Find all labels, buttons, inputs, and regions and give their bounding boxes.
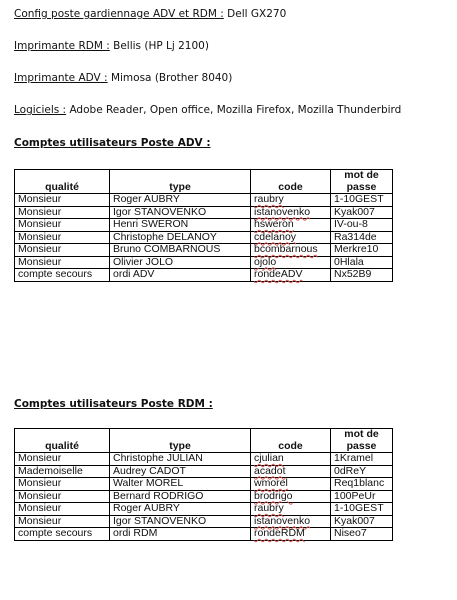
cell-password: IV-ou-8 (331, 219, 393, 232)
cell-password: Merkre10 (331, 244, 393, 257)
adv-section-title (14, 137, 211, 149)
cell-code: cdelanoy (251, 231, 331, 244)
col-type: type (110, 170, 251, 194)
col-qualite: qualité (15, 429, 110, 453)
printer-adv-value: Mimosa (Brother 8040) (110, 72, 233, 84)
printer-rdm-value: Bellis (HP Lj 2100) (113, 40, 209, 52)
cell-qualite: Monsieur (15, 244, 110, 257)
printer-adv-label: Imprimante ADV : (14, 72, 108, 84)
cell-password: 1Kramel (331, 453, 393, 466)
cell-password: Kyak007 (331, 206, 393, 219)
table-row (15, 206, 393, 219)
adv-accounts-table (14, 169, 393, 282)
cell-type: Igor STANOVENKO (110, 206, 251, 219)
table-row (15, 465, 393, 478)
cell-password: Kyak007 (331, 515, 393, 528)
cell-qualite: Mademoiselle (15, 465, 110, 478)
cell-qualite: Monsieur (15, 219, 110, 232)
adv-header-row (15, 170, 393, 194)
col-mot-de-passe: mot de passe (331, 429, 393, 453)
table-row (15, 244, 393, 257)
cell-code: rondeRDM (251, 528, 331, 541)
table-row (15, 515, 393, 528)
cell-type: Igor STANOVENKO (110, 515, 251, 528)
cell-type: Audrey CADOT (110, 465, 251, 478)
cell-qualite: Monsieur (15, 503, 110, 516)
cell-type: Walter MOREL (110, 478, 251, 491)
cell-qualite: compte secours (15, 528, 110, 541)
software-line (14, 104, 401, 116)
table-row (15, 478, 393, 491)
cell-type: Henri SWERON (110, 219, 251, 232)
config-value: Dell GX270 (227, 8, 287, 20)
software-value: Adobe Reader, Open office, Mozilla Firefox, Mozilla Thunderbird (69, 104, 402, 116)
config-line (14, 8, 286, 20)
cell-qualite: Monsieur (15, 231, 110, 244)
cell-password: 100PeUr (331, 490, 393, 503)
col-code: code (251, 429, 331, 453)
cell-code: ojolo (251, 256, 331, 269)
cell-code: acadot (251, 465, 331, 478)
table-row (15, 231, 393, 244)
table-row (15, 453, 393, 466)
table-row (15, 490, 393, 503)
cell-password: Ra314de (331, 231, 393, 244)
cell-type: Roger AUBRY (110, 503, 251, 516)
cell-qualite: Monsieur (15, 490, 110, 503)
table-row (15, 503, 393, 516)
cell-password: 1-10GEST (331, 503, 393, 516)
table-row (15, 194, 393, 207)
rdm-header-row (15, 429, 393, 453)
col-qualite: qualité (15, 170, 110, 194)
rdm-title: Comptes utilisateurs Poste RDM : (14, 398, 213, 410)
cell-code: brodrigo (251, 490, 331, 503)
cell-type: Olivier JOLO (110, 256, 251, 269)
cell-password: 0Hlala (331, 256, 393, 269)
table-row (15, 219, 393, 232)
cell-type: ordi ADV (110, 269, 251, 282)
cell-password: Req1blanc (331, 478, 393, 491)
cell-code: hsweron (251, 219, 331, 232)
cell-password: Nx52B9 (331, 269, 393, 282)
table-row (15, 269, 393, 282)
cell-code: istanovenko (251, 206, 331, 219)
adv-title: Comptes utilisateurs Poste ADV : (14, 137, 211, 149)
cell-code: raubry (251, 194, 331, 207)
cell-code: wmorel (251, 478, 331, 491)
cell-code: raubry (251, 503, 331, 516)
col-code: code (251, 170, 331, 194)
rdm-accounts-table (14, 428, 393, 541)
cell-code: istanovenko (251, 515, 331, 528)
cell-password: 1-10GEST (331, 194, 393, 207)
printer-rdm-line (14, 40, 209, 52)
printer-rdm-label: Imprimante RDM : (14, 40, 110, 52)
cell-qualite: Monsieur (15, 206, 110, 219)
rdm-section-title (14, 398, 213, 410)
cell-password: Niseo7 (331, 528, 393, 541)
cell-type: Christophe JULIAN (110, 453, 251, 466)
cell-qualite: Monsieur (15, 256, 110, 269)
cell-type: ordi RDM (110, 528, 251, 541)
cell-type: Bernard RODRIGO (110, 490, 251, 503)
cell-type: Bruno COMBARNOUS (110, 244, 251, 257)
cell-type: Roger AUBRY (110, 194, 251, 207)
cell-qualite: compte secours (15, 269, 110, 282)
cell-qualite: Monsieur (15, 515, 110, 528)
table-row (15, 256, 393, 269)
cell-type: Christophe DELANOY (110, 231, 251, 244)
table-row (15, 528, 393, 541)
software-label: Logiciels : (14, 104, 67, 116)
cell-code: cjulian (251, 453, 331, 466)
cell-code: bcombarnous (251, 244, 331, 257)
printer-adv-line (14, 72, 232, 84)
col-type: type (110, 429, 251, 453)
config-label: Config poste gardiennage ADV et RDM : (14, 8, 224, 20)
cell-qualite: Monsieur (15, 453, 110, 466)
cell-qualite: Monsieur (15, 478, 110, 491)
col-mot-de-passe: mot de passe (331, 170, 393, 194)
cell-qualite: Monsieur (15, 194, 110, 207)
cell-password: 0dReY (331, 465, 393, 478)
cell-code: rondeADV (251, 269, 331, 282)
